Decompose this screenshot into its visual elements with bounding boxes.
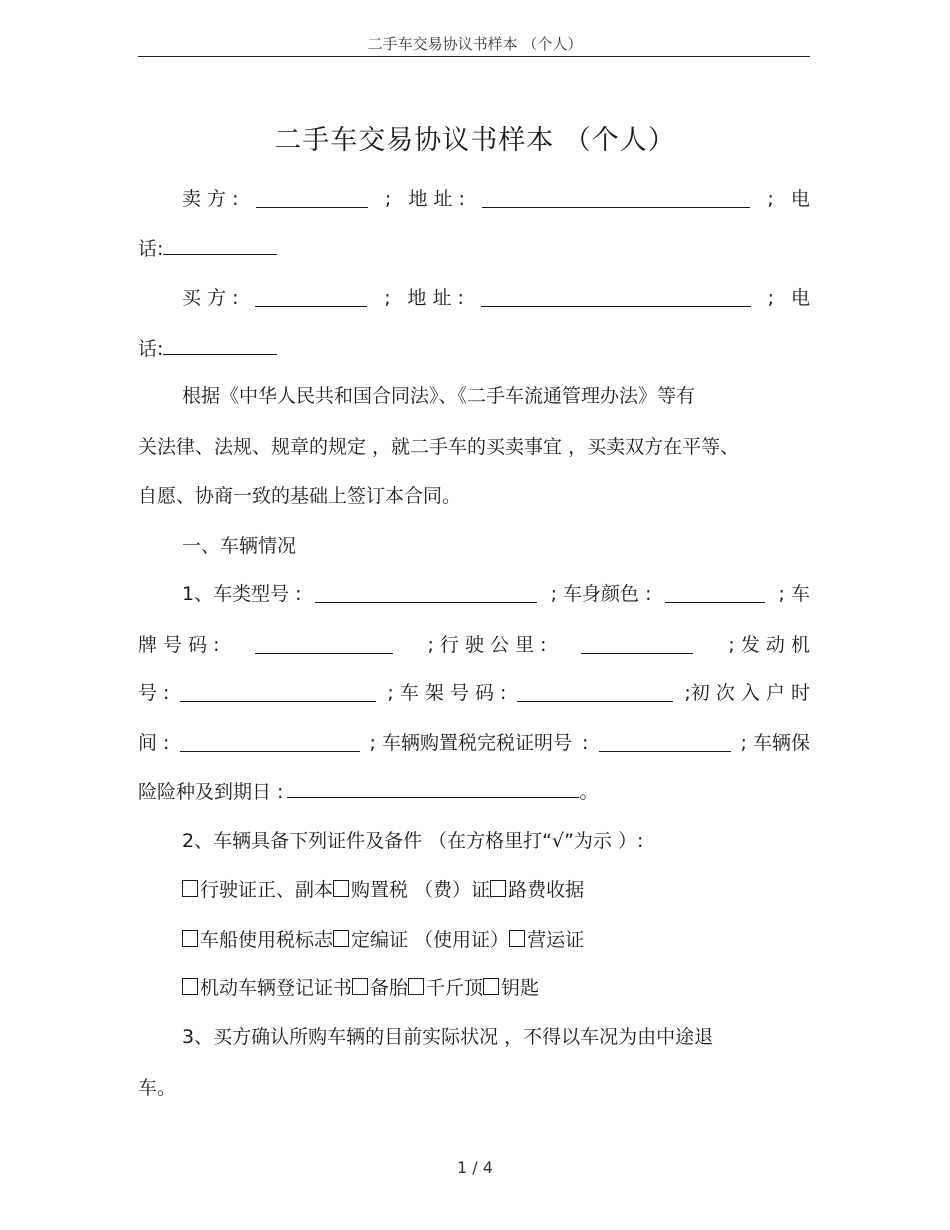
engine-label-b: 号 : bbox=[138, 682, 170, 704]
first-reg-blank[interactable] bbox=[180, 735, 360, 752]
item1-line-b bbox=[138, 632, 810, 658]
checkbox[interactable] bbox=[509, 930, 525, 947]
checkbox[interactable] bbox=[408, 978, 424, 995]
buyer-phone-label-b: 话: bbox=[138, 338, 164, 360]
plate-blank[interactable] bbox=[255, 637, 393, 654]
first-reg-label-b: 间 : bbox=[138, 732, 170, 754]
intro-line-2: 关法律、法规、规章的规定 ，就二手车的买卖事宜 ，买卖双方在平等、 bbox=[138, 436, 740, 458]
item2-intro: 2、车辆具备下列证件及备件 （在方格里打“√”为示 ）: bbox=[182, 830, 644, 852]
engine-label-a: ; 发 动 机 bbox=[728, 634, 810, 656]
item2-row-1 bbox=[182, 877, 584, 903]
seller-address-label: 地 址 : bbox=[408, 188, 465, 210]
car-color-label: ; 车身颜色 : bbox=[550, 583, 652, 605]
intro-line-1: 根据《中华人民共和国合同法》、《二手车流通管理办法》等有 bbox=[182, 385, 696, 407]
vin-label: ; 车 架 号 码 : bbox=[387, 682, 507, 704]
checkbox[interactable] bbox=[333, 880, 349, 897]
car-color-blank[interactable] bbox=[665, 586, 765, 603]
checkbox[interactable] bbox=[490, 880, 506, 897]
item3-line-1: 3、买方确认所购车辆的目前实际状况 ，不得以车况为由中途退 bbox=[182, 1026, 714, 1048]
seller-phone-line bbox=[138, 236, 277, 262]
seller-phone-label-a: 电 bbox=[790, 188, 810, 210]
doc-toll-receipt: 路费收据 bbox=[508, 879, 585, 901]
seller-phone-label-b: 话: bbox=[138, 238, 164, 260]
insurance-end: 。 bbox=[579, 781, 599, 803]
first-reg-label-a: ;初 次 入 户 时 bbox=[684, 682, 810, 704]
section-1-heading: 一、车辆情况 bbox=[182, 535, 297, 557]
checkbox[interactable] bbox=[352, 978, 368, 995]
buyer-address-label: 地 址 : bbox=[407, 287, 464, 309]
insurance-label-b: 险险种及到期日 : bbox=[138, 781, 284, 803]
tax-cert-label: ; 车辆购置税完税证明号 bbox=[369, 732, 572, 754]
checkbox[interactable] bbox=[182, 978, 198, 995]
buyer-line bbox=[182, 285, 810, 311]
doc-driving-license: 行驶证正、副本 bbox=[200, 879, 334, 901]
doc-capacity-cert: 定编证 （使用证） bbox=[351, 929, 510, 951]
seller-sep: ; bbox=[384, 188, 392, 210]
tax-cert-colon: : bbox=[582, 732, 589, 754]
buyer-sep: ; bbox=[384, 287, 391, 309]
checkbox[interactable] bbox=[182, 930, 198, 947]
item1-line-d bbox=[138, 730, 810, 756]
doc-spare-tire: 备胎 bbox=[370, 977, 409, 999]
buyer-phone-label-a: 电 bbox=[790, 287, 810, 309]
item1-line-e bbox=[138, 779, 598, 805]
page-number: 1 / 4 bbox=[457, 1158, 493, 1177]
vin-blank[interactable] bbox=[517, 685, 673, 702]
engine-blank[interactable] bbox=[180, 685, 376, 702]
buyer-name-blank[interactable] bbox=[255, 290, 367, 307]
seller-phone-blank[interactable] bbox=[163, 238, 277, 255]
mileage-blank[interactable] bbox=[581, 637, 693, 654]
item2-row-3 bbox=[182, 975, 539, 1001]
item1-line-a bbox=[182, 581, 810, 607]
insurance-label-a: ; 车辆保 bbox=[740, 732, 810, 754]
seller-line bbox=[182, 186, 810, 212]
running-header: 二手车交易协议书样本 （个人） bbox=[367, 35, 583, 53]
doc-registration-cert: 机动车辆登记证书 bbox=[200, 977, 353, 999]
buyer-phone-blank[interactable] bbox=[163, 338, 277, 355]
checkbox[interactable] bbox=[333, 930, 349, 947]
tax-cert-blank[interactable] bbox=[599, 735, 731, 752]
seller-label: 卖 方 : bbox=[182, 188, 239, 210]
header-rule bbox=[138, 56, 810, 57]
seller-address-blank[interactable] bbox=[482, 191, 750, 208]
car-model-blank[interactable] bbox=[315, 586, 537, 603]
doc-operation-cert: 营运证 bbox=[527, 929, 585, 951]
checkbox[interactable] bbox=[182, 880, 198, 897]
doc-purchase-tax: 购置税 （费）证 bbox=[351, 879, 491, 901]
buyer-sep2: ; bbox=[767, 287, 775, 309]
doc-jack: 千斤顶 bbox=[426, 977, 484, 999]
plate-label-a: ; 车 bbox=[778, 583, 810, 605]
buyer-address-blank[interactable] bbox=[481, 290, 751, 307]
doc-vessel-tax-mark: 车船使用税标志 bbox=[200, 929, 334, 951]
checkbox[interactable] bbox=[483, 978, 499, 995]
intro-line-3: 自愿、协商一致的基础上签订本合同。 bbox=[138, 485, 462, 507]
buyer-label: 买 方 : bbox=[182, 287, 239, 309]
insurance-blank[interactable] bbox=[287, 781, 579, 798]
item2-row-2 bbox=[182, 927, 584, 953]
item1-line-c bbox=[138, 680, 810, 706]
buyer-phone-line bbox=[138, 336, 277, 362]
car-model-label: 1、车类型号 : bbox=[182, 583, 302, 605]
item3-line-2: 车。 bbox=[138, 1077, 177, 1099]
plate-label-b: 牌 号 码 : bbox=[138, 634, 220, 656]
document-title: 二手车交易协议书样本 （个人） bbox=[274, 125, 676, 156]
seller-sep2: ; bbox=[767, 188, 774, 210]
mileage-label: ; 行 驶 公 里 : bbox=[427, 634, 547, 656]
seller-name-blank[interactable] bbox=[256, 191, 368, 208]
doc-keys: 钥匙 bbox=[501, 977, 540, 999]
